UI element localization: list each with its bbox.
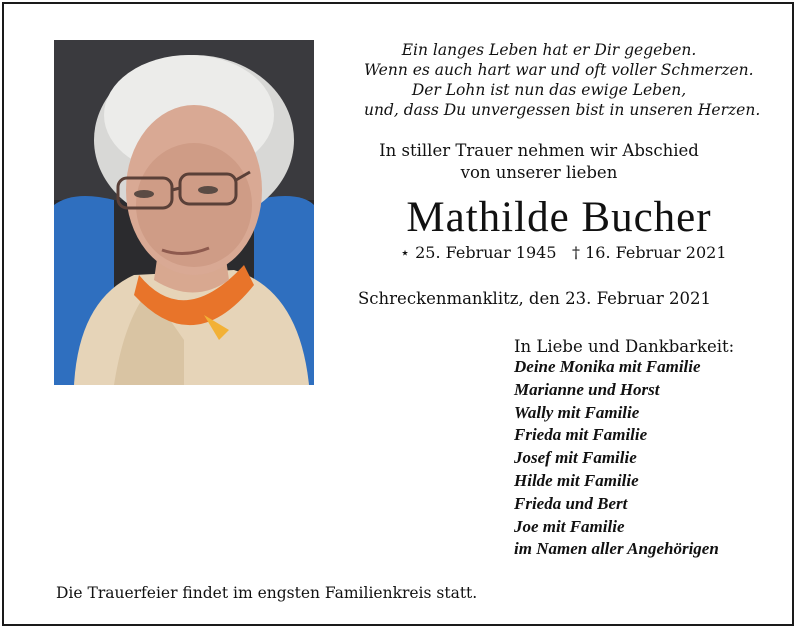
poem [364, 40, 761, 120]
list-item: Hilde mit Familie [514, 470, 639, 490]
death-date: † 16. Februar 2021 [572, 243, 727, 262]
mourners-list [514, 356, 719, 561]
list-item: im Namen aller Angehörigen [514, 539, 719, 559]
list-item: Frieda und Bert [514, 493, 628, 513]
obituary-notice [2, 2, 794, 626]
intro-line: In stiller Trauer nehmen wir Abschied [379, 141, 699, 160]
deceased-name: Mathilde Bucher [406, 194, 712, 241]
funeral-note: Die Trauerfeier findet im engsten Familienkreis statt. [56, 584, 478, 602]
poem-line: Der Lohn ist nun das ewige Leben, [411, 81, 687, 99]
place-and-date: Schreckenmanklitz, den 23. Februar 2021 [358, 289, 711, 308]
list-item: Frieda mit Familie [514, 425, 648, 445]
portrait-photo [54, 40, 314, 385]
poem-line: Ein langes Leben hat er Dir gegeben. [401, 41, 697, 59]
birth-date: ⋆ 25. Februar 1945 [400, 243, 557, 262]
list-item: Josef mit Familie [514, 448, 637, 468]
list-item: Joe mit Familie [514, 516, 625, 536]
list-item: Marianne und Horst [514, 379, 660, 399]
list-item: Deine Monika mit Familie [514, 357, 701, 376]
intro-line: von unserer lieben [460, 163, 618, 182]
intro-text [364, 140, 714, 184]
thanks-heading: In Liebe und Dankbarkeit: [514, 337, 735, 356]
poem-line: Wenn es auch hart war und oft voller Schmerzen. [364, 61, 754, 79]
list-item: Wally mit Familie [514, 402, 640, 422]
poem-line: und, dass Du unvergessen bist in unseren Herzen. [364, 101, 761, 119]
